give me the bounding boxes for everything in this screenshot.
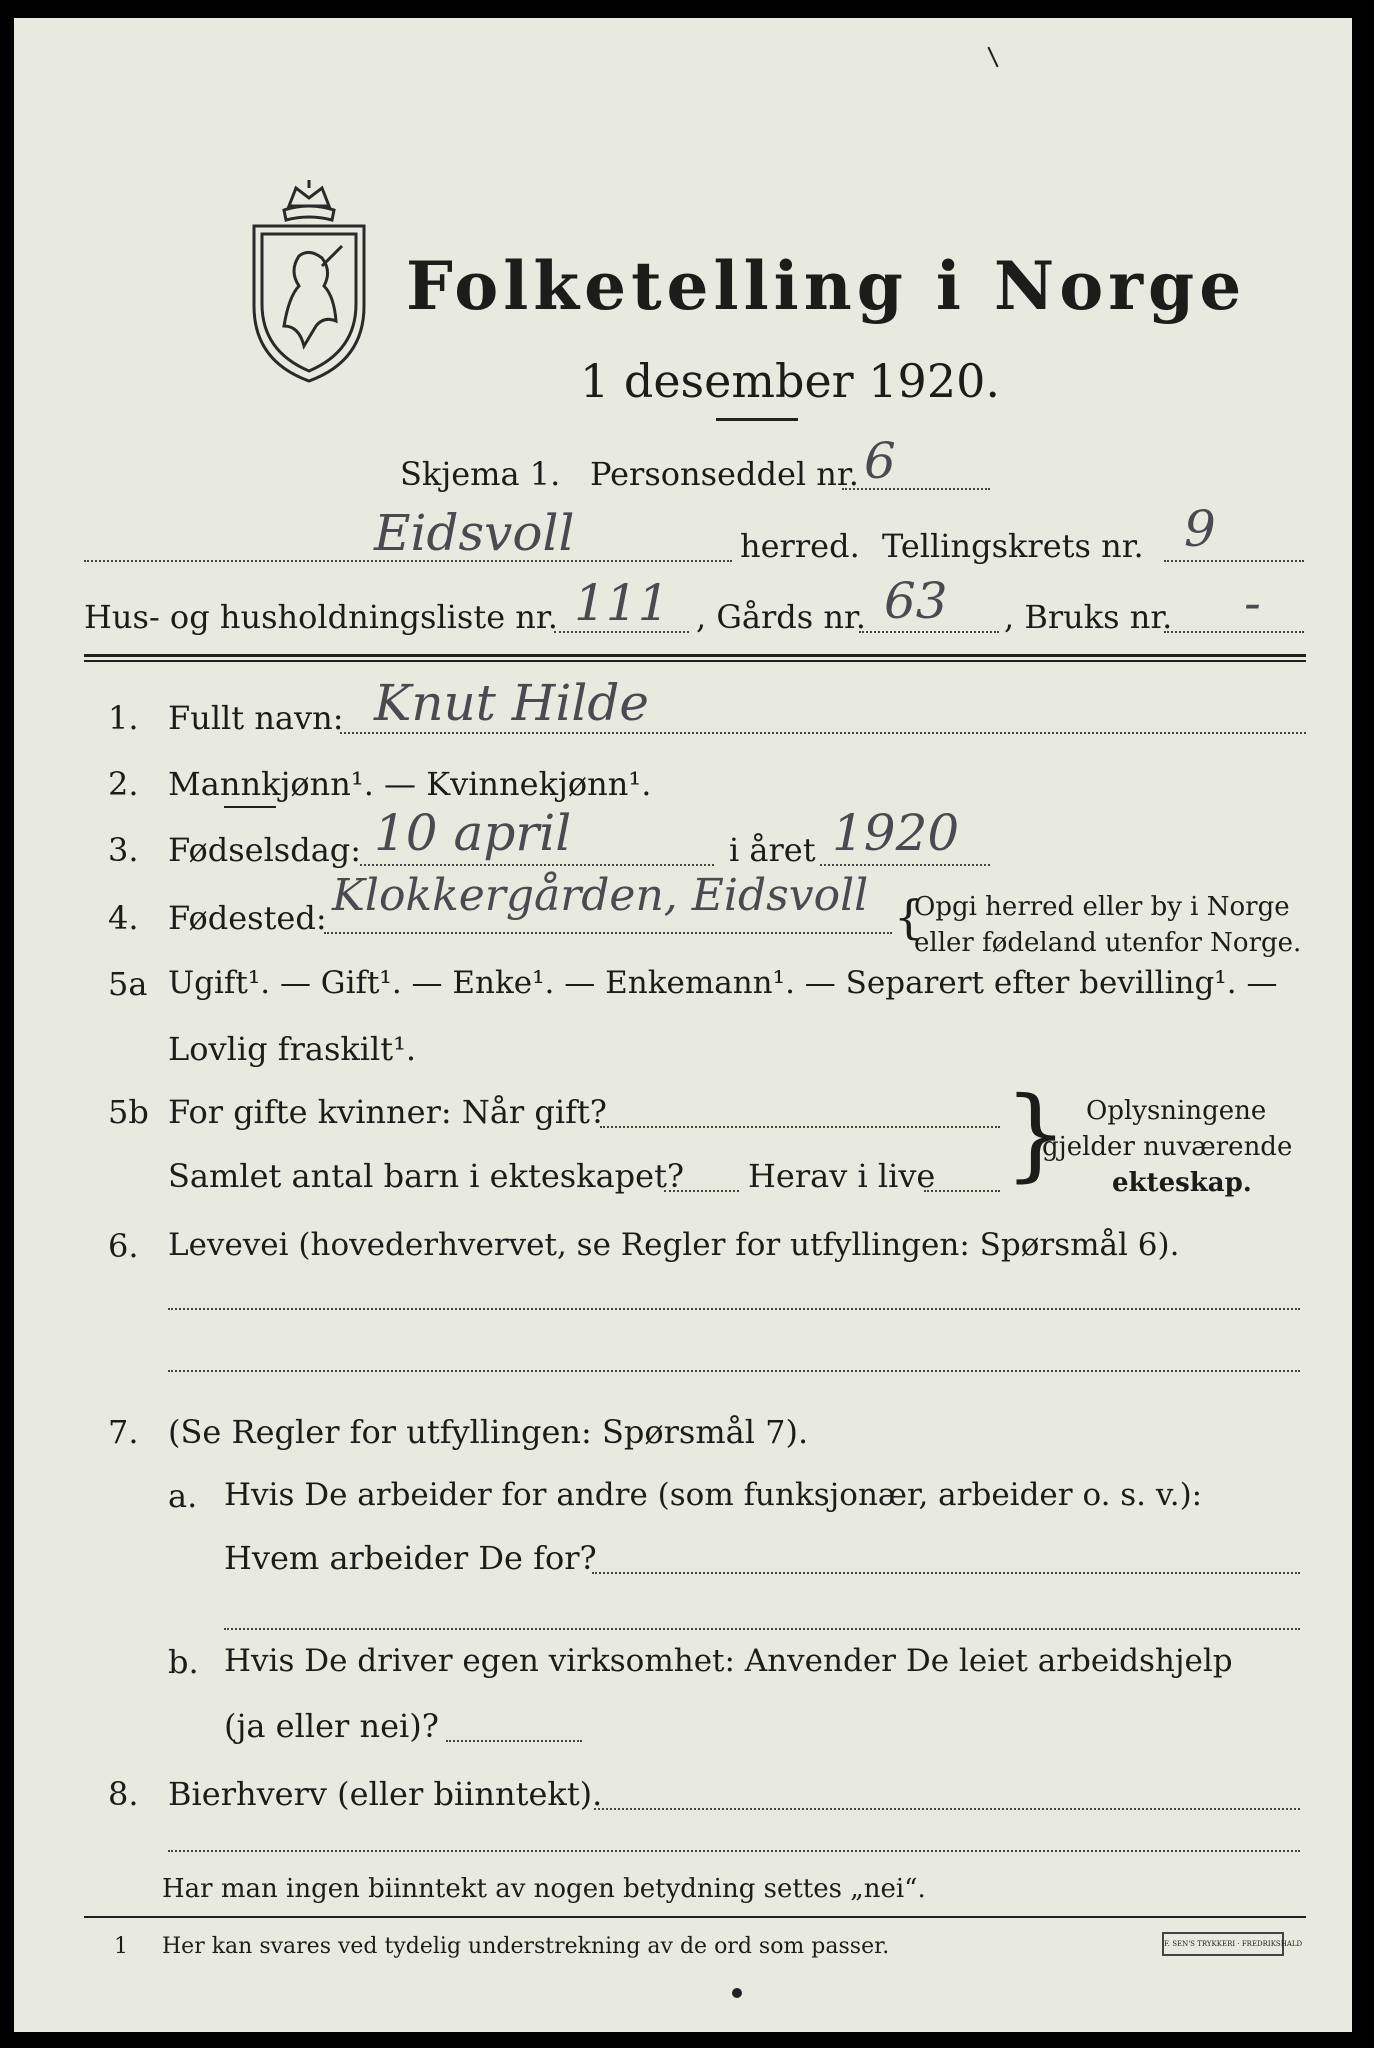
census-form — [14, 18, 1352, 2032]
q5b-line1: For gifte kvinner: Når gift? — [168, 1093, 607, 1131]
q7-number: 7. — [108, 1413, 139, 1451]
household-list-label: Hus- og husholdningsliste nr. — [84, 598, 558, 636]
personseddel-value: 6 — [864, 432, 896, 490]
q7b-line2: (ja eller nei)? — [224, 1707, 439, 1745]
q2-label: Mannkjønn¹. — Kvinnekjønn¹. — [168, 765, 652, 803]
q7b-letter: b. — [168, 1643, 199, 1681]
form-date: 1 desember 1920. — [580, 354, 1000, 408]
q7b-line1: Hvis De driver egen virksomhet: Anvender De leiet arbeidshjelp — [224, 1643, 1233, 1679]
q6-number: 6. — [108, 1227, 139, 1265]
coat-of-arms-icon — [244, 176, 374, 386]
q5b-note2: gjelder nuværende — [1042, 1132, 1293, 1162]
gards-value: 63 — [884, 572, 948, 630]
q5b-line2b: Herav i live — [748, 1157, 936, 1195]
q7a-letter: a. — [168, 1477, 198, 1515]
q3-label: Fødselsdag: — [168, 831, 362, 869]
herred-label: herred. — [740, 527, 860, 565]
footer-note: Har man ingen biinntekt av nogen betydning settes „nei“. — [162, 1874, 926, 1904]
footnote-number: 1 — [114, 1934, 128, 1959]
q5b-number: 5b — [108, 1093, 149, 1131]
q4-label: Fødested: — [168, 899, 327, 937]
q1-value: Knut Hilde — [374, 674, 649, 732]
q3-year-value: 1920 — [832, 804, 960, 862]
q5a-number: 5a — [108, 965, 148, 1003]
q2-underline — [224, 806, 276, 808]
printer-stamp: F. SEN'S TRYKKERI · FREDRIKSHALD — [1162, 1932, 1284, 1956]
q4-note-line1: Opgi herred eller by i Norge — [914, 892, 1290, 922]
household-list-value: 111 — [574, 574, 670, 632]
pen-mark — [987, 47, 998, 68]
personseddel-label: Personseddel nr. — [590, 455, 859, 493]
q5b-line2: Samlet antal barn i ekteskapet? — [168, 1157, 685, 1195]
q1-number: 1. — [108, 699, 139, 737]
q1-label: Fullt navn: — [168, 699, 344, 737]
q4-bracket: { — [894, 890, 924, 944]
q8-label: Bierhverv (eller biinntekt). — [168, 1775, 603, 1813]
q5a-line2: Lovlig fraskilt¹. — [168, 1030, 417, 1068]
header-double-rule — [84, 654, 1306, 657]
q4-value: Klokkergården, Eidsvoll — [332, 870, 869, 921]
schema-label: Skjema 1. — [400, 455, 561, 493]
gards-label: , Gårds nr. — [696, 598, 866, 636]
q3-year-label: i året — [729, 831, 816, 869]
q7a-line1: Hvis De arbeider for andre (som funksjonær, arbeider o. s. v.): — [224, 1477, 1203, 1513]
ink-spot — [732, 1988, 742, 1998]
q7a-line2: Hvem arbeider De for? — [224, 1539, 597, 1577]
bruks-label: , Bruks nr. — [1004, 598, 1173, 636]
q2-number: 2. — [108, 765, 139, 803]
q5a-line1: Ugift¹. — Gift¹. — Enke¹. — Enkemann¹. — Separert efter bevilling¹. — — [168, 965, 1278, 1001]
form-title: Folketelling i Norge — [406, 247, 1247, 325]
q4-note-line2: eller fødeland utenfor Norge. — [914, 928, 1302, 958]
footnote-text: Her kan svares ved tydelig understrekning av de ord som passer. — [162, 1934, 890, 1959]
footer-rule — [84, 1916, 1306, 1918]
title-divider — [716, 418, 798, 421]
q8-number: 8. — [108, 1775, 139, 1813]
q3-value: 10 april — [374, 804, 572, 862]
q5b-note1: Oplysningene — [1086, 1096, 1267, 1126]
q7-label: (Se Regler for utfyllingen: Spørsmål 7). — [168, 1413, 809, 1451]
q6-label: Levevei (hovederhvervet, se Regler for utfyllingen: Spørsmål 6). — [168, 1227, 1180, 1263]
tellingskrets-label: Tellingskrets nr. — [882, 527, 1144, 565]
q5b-note3: ekteskap. — [1112, 1168, 1252, 1198]
q4-number: 4. — [108, 899, 139, 937]
herred-value: Eidsvoll — [374, 504, 575, 562]
tellingskrets-value: 9 — [1184, 500, 1216, 558]
q3-number: 3. — [108, 831, 139, 869]
q5b-bracket: } — [1004, 1075, 1068, 1192]
bruks-value: - — [1244, 574, 1261, 632]
